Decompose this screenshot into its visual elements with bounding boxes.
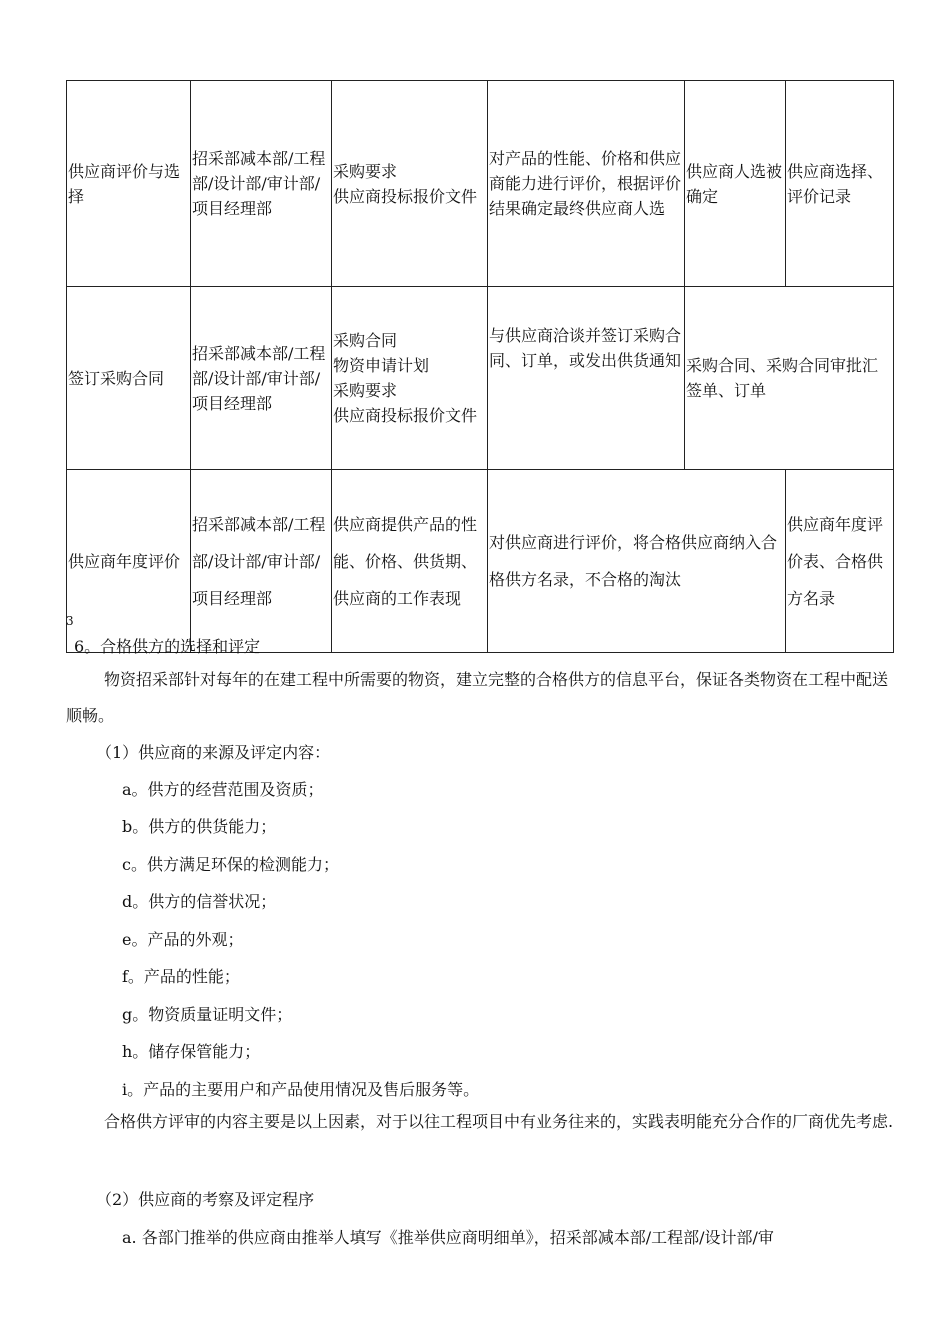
list-item: g。物资质量证明文件； xyxy=(122,1005,293,1024)
table-row xyxy=(67,287,894,470)
subsection-title: （1）供应商的来源及评定内容： xyxy=(96,743,331,762)
list-item: c。供方满足环保的检测能力； xyxy=(122,855,339,874)
record-cell: 供应商年度评价表、合格供方名录 xyxy=(786,470,894,653)
activity-cell: 与供应商洽谈并签订采购合同、订单，或发出供货通知 xyxy=(488,287,685,470)
list-item: f。产品的性能； xyxy=(122,967,240,986)
procurement-process-table xyxy=(66,80,894,653)
stage-cell: 供应商评价与选择 xyxy=(67,81,191,287)
department-cell: 招采部减本部/工程部/设计部/审计部/项目经理部 xyxy=(191,287,332,470)
page-number: 3 xyxy=(66,614,74,628)
list-item: b。供方的供货能力； xyxy=(122,817,277,836)
section-title: 6。合格供方的选择和评定 xyxy=(74,637,261,656)
input-cell: 采购合同 物资申请计划 采购要求 供应商投标报价文件 xyxy=(332,287,488,470)
table-row xyxy=(67,81,894,287)
table-row xyxy=(67,470,894,653)
stage-cell: 供应商年度评价 xyxy=(67,470,191,653)
list-item: a。供方的经营范围及资质； xyxy=(122,780,324,799)
record-cell: 供应商选择、评价记录 xyxy=(786,81,894,287)
stage-cell: 签订采购合同 xyxy=(67,287,191,470)
department-cell: 招采部减本部/工程部/设计部/审计部/项目经理部 xyxy=(191,470,332,653)
procedure-step: a. 各部门推举的供应商由推举人填写《推举供应商明细单》，招采部减本部/工程部/设计部/审 xyxy=(122,1228,774,1247)
output-cell: 供应商人选被确定 xyxy=(685,81,786,287)
input-cell: 供应商提供产品的性能、价格、供货期、供应商的工作表现 xyxy=(332,470,488,653)
department-cell: 招采部减本部/工程部/设计部/审计部/项目经理部 xyxy=(191,81,332,287)
subsection-title: （2）供应商的考察及评定程序 xyxy=(96,1190,315,1209)
input-cell: 采购要求 供应商投标报价文件 xyxy=(332,81,488,287)
list-item: i。产品的主要用户和产品使用情况及售后服务等。 xyxy=(122,1080,480,1099)
intro-paragraph: 物资招采部针对每年的在建工程中所需要的物资，建立完整的合格供方的信息平台，保证各类物资在工程中配送顺畅。 xyxy=(66,670,889,725)
summary-paragraph: 合格供方评审的内容主要是以上因素，对于以往工程项目中有业务往来的，实践表明能充分合作的厂商优先考虑. xyxy=(104,1112,894,1131)
list-item: h。储存保管能力； xyxy=(122,1042,261,1061)
output-record-cell: 采购合同、采购合同审批汇签单、订单 xyxy=(685,287,894,470)
activity-cell: 对产品的性能、价格和供应商能力进行评价，根据评价结果确定最终供应商人选 xyxy=(488,81,685,287)
activity-output-cell: 对供应商进行评价，将合格供应商纳入合格供方名录，不合格的淘汰 xyxy=(488,470,786,653)
list-item: d。供方的信誉状况； xyxy=(122,892,277,911)
list-item: e。产品的外观； xyxy=(122,930,244,949)
